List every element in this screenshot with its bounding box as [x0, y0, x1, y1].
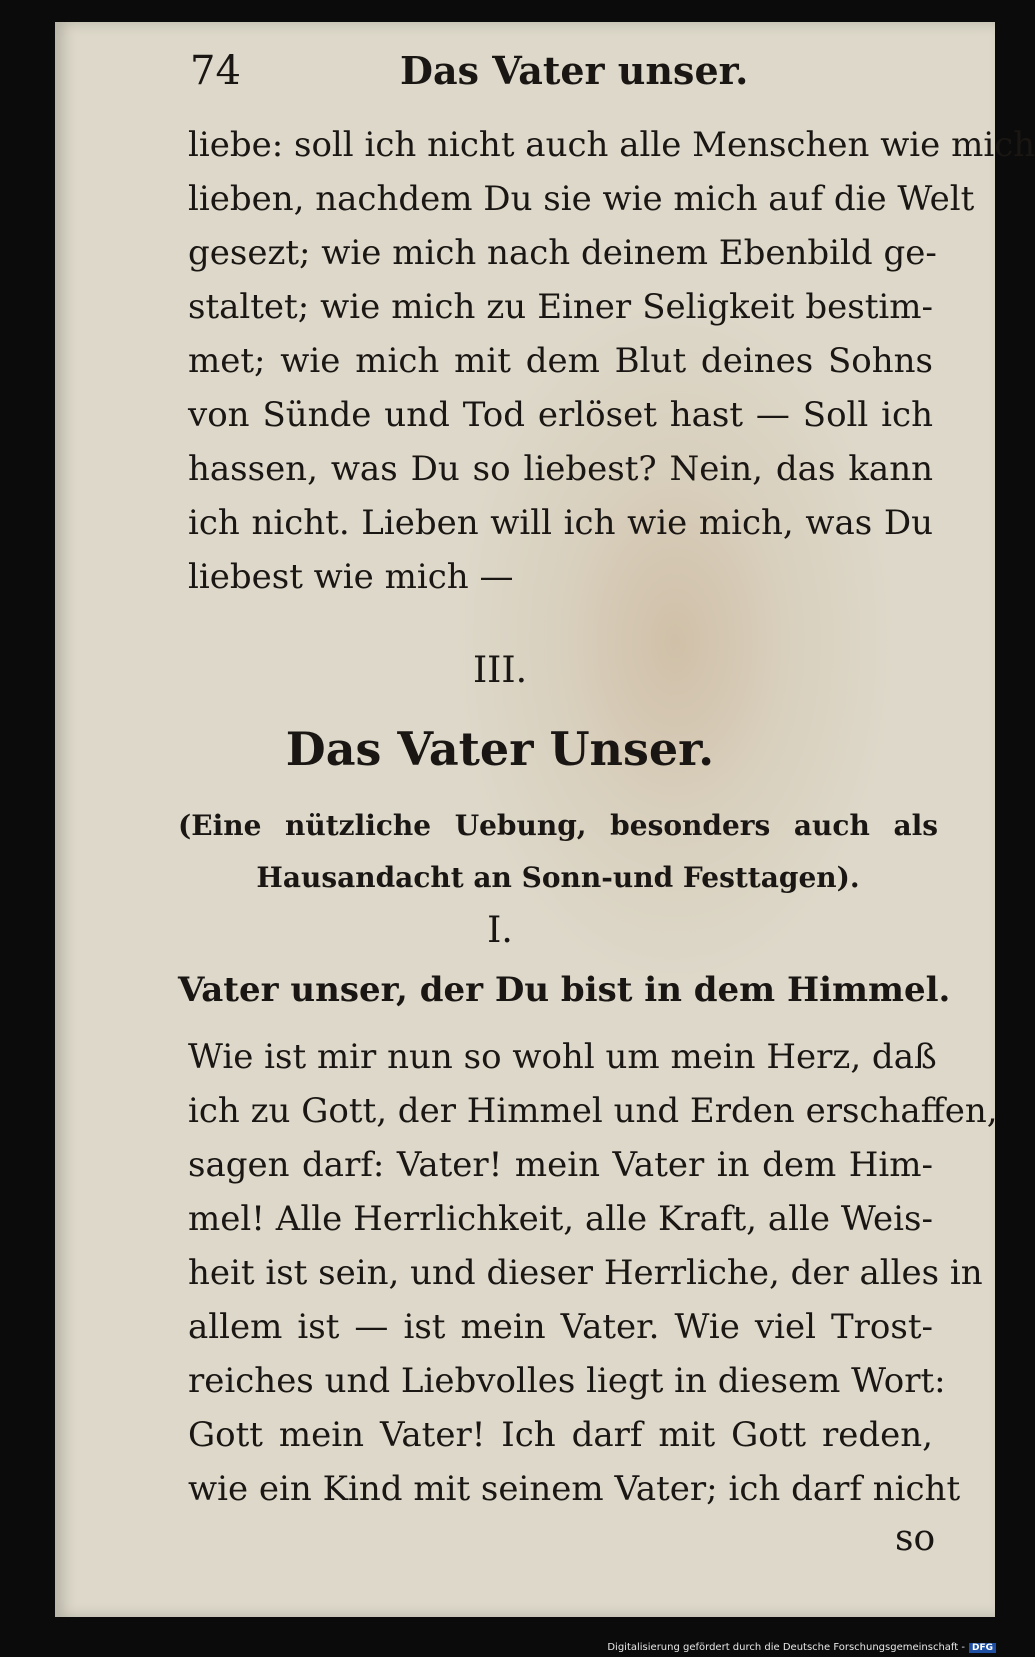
part-heading: Vater unser, der Du bist in dem Himmel. [178, 970, 951, 1010]
text-line: Gott mein Vater! Ich darf mit Gott reden, [188, 1415, 933, 1455]
text-line: wie ein Kind mit seinem Vater; ich darf nicht [188, 1469, 961, 1509]
digitization-footer [607, 1642, 996, 1653]
text-line: mel! Alle Herrlichkeit, alle Kraft, alle Weis- [188, 1199, 933, 1239]
footer-credit: Digitalisierung gefördert durch die Deutsche Forschungsgemeinschaft - [607, 1642, 965, 1653]
text-line: met; wie mich mit dem Blut deines Sohns [188, 341, 933, 381]
dfg-logo-icon: DFG [969, 1643, 996, 1653]
text-line: gesezt; wie mich nach deinem Ebenbild ge- [188, 233, 937, 273]
chapter-subtitle [178, 800, 938, 904]
running-title: Das Vater unser. [400, 48, 749, 93]
text-line: lieben, nachdem Du sie wie mich auf die Welt [188, 179, 975, 219]
chapter-title: Das Vater Unser. [285, 722, 715, 776]
text-line: heit ist sein, und dieser Herrliche, der alles in [188, 1253, 983, 1293]
text-line: liebest wie mich — [188, 557, 514, 597]
text-line: reiches und Liebvolles liegt in diesem Wort: [188, 1361, 946, 1401]
top-paragraph [188, 118, 1035, 604]
text-line: sagen darf: Vater! mein Vater in dem Him- [188, 1145, 933, 1185]
subtitle-line: (Eine nützliche Uebung, besonders auch als [178, 809, 938, 842]
text-line: Wie ist mir nun so wohl um mein Herz, daß [188, 1037, 937, 1077]
text-line: hassen, was Du so liebest? Nein, das kann [188, 449, 933, 489]
subtitle-line: Hausandacht an Sonn-und Festtagen). [256, 861, 860, 894]
catchword: so [895, 1518, 936, 1559]
text-line: allem ist — ist mein Vater. Wie viel Trost- [188, 1307, 933, 1347]
part-number: I. [487, 910, 513, 951]
text-line: ich nicht. Lieben will ich wie mich, was Du [188, 503, 933, 543]
text-line: von Sünde und Tod erlöset hast — Soll ich [188, 395, 933, 435]
text-line: ich zu Gott, der Himmel und Erden erschaffen, [188, 1091, 998, 1131]
text-line: liebe: soll ich nicht auch alle Menschen wie mich [188, 125, 1035, 165]
page-number: 74 [190, 48, 241, 94]
chapter-number: III. [472, 650, 528, 691]
text-line: staltet; wie mich zu Einer Seligkeit bestim- [188, 287, 933, 327]
main-paragraph [188, 1030, 998, 1516]
